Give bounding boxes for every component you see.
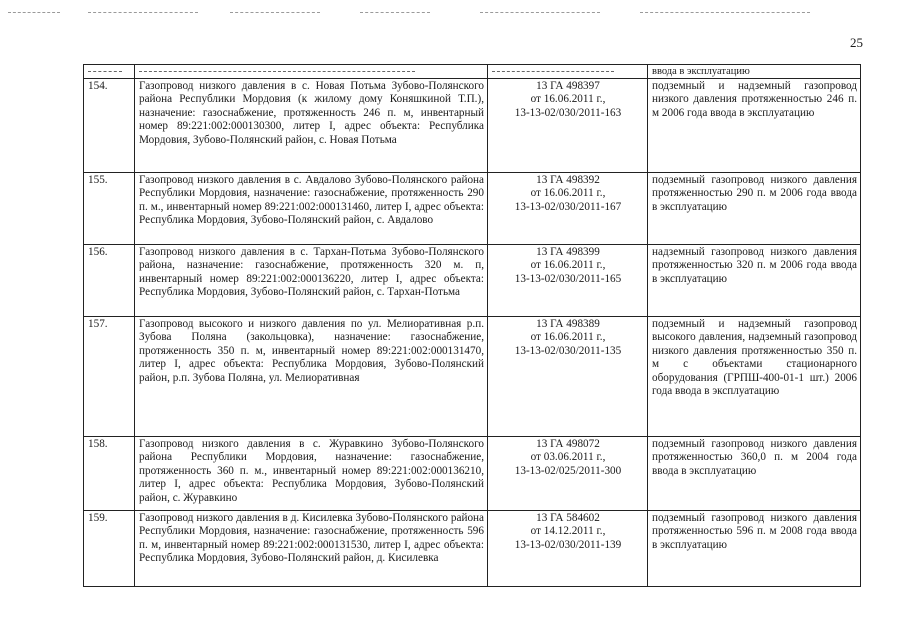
object-description: Газопровод низкого давления в с. Новая Потьма Зубово-Полянского района Республики Мордовия (к жилому дому Коняшкиной Т.П.), назначение: газоснабжение, протяженность 246 п. м, инвентарный номер 89:221:002:000130300, литер I, адрес объекта: Республика Мордовия, Зубово-Полянский район, с. Новая Потьма bbox=[135, 79, 488, 173]
table-row bbox=[84, 173, 861, 245]
table-row bbox=[84, 437, 861, 511]
certificate-date: от 16.06.2011 г., bbox=[530, 93, 606, 106]
row-number: 159. bbox=[84, 511, 135, 587]
object-characteristics: подземный газопровод низкого давления протяженностью 360,0 п. м 2004 года ввода в эксплуатацию bbox=[648, 437, 861, 511]
object-description: Газопровод низкого давления в с. Тархан-Потьма Зубово-Полянского района, назначение: газоснабжение, протяженность 320 м. п, инвентарный номер 89:221:002:000136220, литер I, адрес объекта: Республика Мордовия, Зубово-Полянский район, с. Тархан-Потьма bbox=[135, 245, 488, 317]
certificate-date: от 14.12.2011 г., bbox=[530, 525, 606, 538]
certificate-number: 13 ГА 498072 bbox=[536, 438, 600, 450]
registration-cell bbox=[488, 511, 648, 587]
page-number: 25 bbox=[850, 35, 863, 50]
table-row bbox=[84, 511, 861, 587]
certificate-number: 13 ГА 584602 bbox=[536, 512, 600, 524]
row-number: 154. bbox=[84, 79, 135, 173]
registration-number: 13-13-02/030/2011-135 bbox=[514, 344, 622, 357]
object-characteristics: подземный газопровод низкого давления протяженностью 290 п. м 2006 года ввода в эксплуатацию bbox=[648, 173, 861, 245]
certificate-number: 13 ГА 498389 bbox=[536, 318, 600, 330]
table-row bbox=[84, 79, 861, 173]
row-number: 158. bbox=[84, 437, 135, 511]
object-characteristics: надземный газопровод низкого давления протяженностью 320 п. м 2006 года ввода в эксплуатацию bbox=[648, 245, 861, 317]
registration-number: 13-13-02/030/2011-165 bbox=[514, 272, 622, 285]
registration-cell bbox=[488, 79, 648, 173]
registration-number: 13-13-02/030/2011-167 bbox=[514, 200, 622, 213]
row-number: 155. bbox=[84, 173, 135, 245]
certificate-number: 13 ГА 498399 bbox=[536, 246, 600, 258]
object-description: Газопровод низкого давления в д. Кисилевка Зубово-Полянского района Республики Мордовия, назначение: газоснабжение, протяженность 596 п. м, инвентарный номер 89:221:002:000131530, литер I, адрес объекта: Республика Мордовия, Зубово-Полянский район, д. Кисилевка bbox=[135, 511, 488, 587]
object-description: Газопровод низкого давления в с. Авдалово Зубово-Полянского района Республики Мордовия, назначение: газоснабжение, протяженность 290 п. м., инвентарный номер 89:221:002:000131460, литер I, адрес объекта: Республика Мордовия, Зубово-Полянский район, с. Авдалово bbox=[135, 173, 488, 245]
cell-reg bbox=[488, 65, 648, 79]
certificate-number: 13 ГА 498397 bbox=[536, 80, 600, 92]
certificate-date: от 16.06.2011 г., bbox=[530, 187, 606, 200]
row-number: 157. bbox=[84, 317, 135, 437]
table-row bbox=[84, 245, 861, 317]
registration-cell bbox=[488, 437, 648, 511]
property-registry-table bbox=[83, 64, 861, 587]
continued-row bbox=[84, 65, 861, 79]
object-characteristics: подземный и надземный газопровод низкого давления протяженностью 246 п. м 2006 года ввода в эксплуатацию bbox=[648, 79, 861, 173]
object-characteristics: подземный газопровод низкого давления протяженностью 596 п. м 2008 года ввода в эксплуатацию bbox=[648, 511, 861, 587]
cell-num bbox=[84, 65, 135, 79]
object-description: Газопровод высокого и низкого давления по ул. Мелиоративная р.п. Зубова Поляна (закольцовка), назначение: газоснабжение, протяженность 350 п. м, инвентарный номер 89:221:002:000131470, литер I, адрес объекта: Республика Мордовия, Зубово-Полянский район, р.п. Зубова Поляна, ул. Мелиоративная bbox=[135, 317, 488, 437]
cell-note bbox=[648, 65, 861, 79]
cell-desc bbox=[135, 65, 488, 79]
object-characteristics: подземный и надземный газопровод высокого давления, надземный газопровод низкого давления протяженностью 350 п. м с объектами стационарного оборудования (ГРПШ-400-01-1 шт.) 2006 года ввода в эксплуатацию bbox=[648, 317, 861, 437]
table-row bbox=[84, 317, 861, 437]
scan-artifact-line bbox=[0, 12, 905, 20]
registration-cell bbox=[488, 317, 648, 437]
row-number: 156. bbox=[84, 245, 135, 317]
registration-number: 13-13-02/030/2011-139 bbox=[514, 538, 622, 551]
registration-number: 13-13-02/030/2011-163 bbox=[514, 106, 622, 119]
registration-cell bbox=[488, 173, 648, 245]
certificate-date: от 16.06.2011 г., bbox=[530, 259, 606, 272]
certificate-date: от 03.06.2011 г., bbox=[530, 451, 606, 464]
certificate-date: от 16.06.2011 г., bbox=[530, 331, 606, 344]
certificate-number: 13 ГА 498392 bbox=[536, 174, 600, 186]
registration-cell bbox=[488, 245, 648, 317]
continued-note: ввода в эксплуатацию bbox=[652, 66, 750, 77]
object-description: Газопровод низкого давления в с. Журавкино Зубово-Полянского района Республики Мордовия, назначение: газоснабжение, протяженность 360 п. м., инвентарный номер 89:221:002:000136210, литер I, адрес объекта: Республика Мордовия, Зубово-Полянский район, с. Журавкино bbox=[135, 437, 488, 511]
registration-number: 13-13-02/025/2011-300 bbox=[514, 464, 622, 477]
